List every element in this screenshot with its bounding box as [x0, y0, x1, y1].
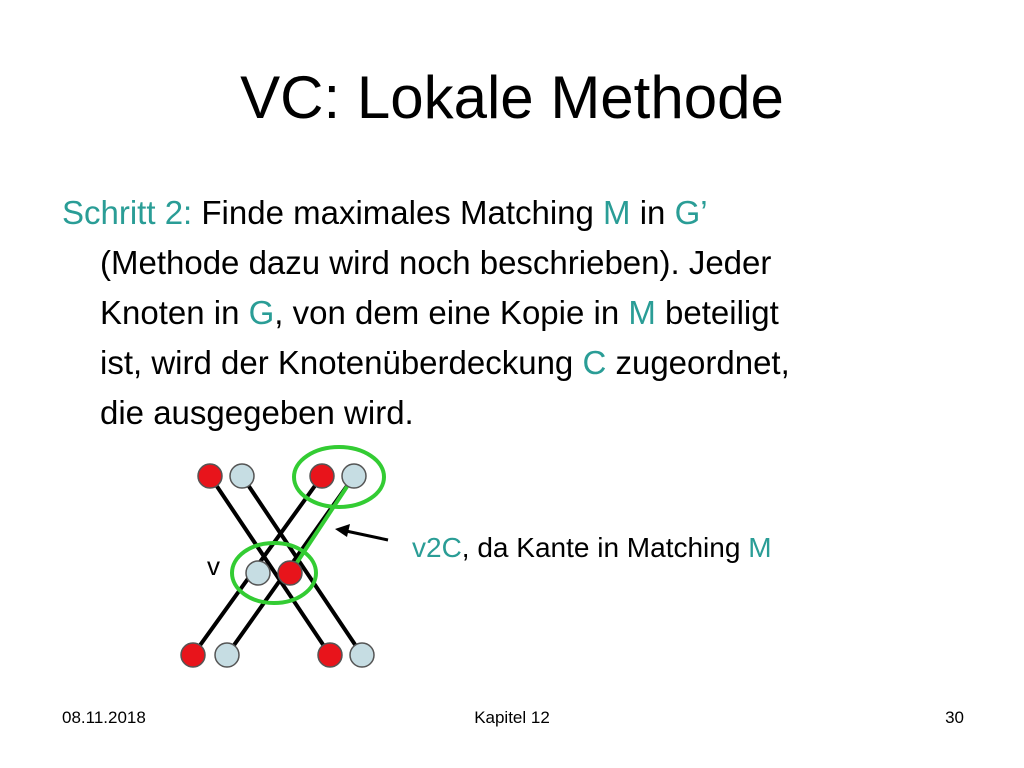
footer-page-number: 30 — [945, 708, 964, 727]
step-label: Schritt 2: — [62, 194, 193, 231]
cover-symbol: C — [582, 344, 607, 381]
vertex-copy — [215, 643, 239, 667]
slide-title: VC: Lokale Methode — [240, 64, 784, 131]
vertex-red — [181, 643, 205, 667]
footer-chapter: Kapitel 12 — [474, 708, 550, 727]
body-line-2: (Methode dazu wird noch beschrieben). Jeder — [100, 244, 772, 281]
graph-symbol: G — [248, 294, 275, 331]
matching-annotation: v2C, da Kante in Matching M — [412, 532, 772, 563]
vertex-v-label: v — [207, 551, 220, 581]
vertex-red — [198, 464, 222, 488]
vertex-red — [318, 643, 342, 667]
matching-symbol: M — [603, 194, 631, 231]
graph-prime-symbol: G’ — [674, 194, 708, 231]
vertex-v — [278, 561, 302, 585]
pointer-arrowhead — [335, 524, 350, 537]
vertex-copy — [350, 643, 374, 667]
vertex-red — [310, 464, 334, 488]
pointer-arrow-line — [346, 531, 388, 540]
vertex-copy — [342, 464, 366, 488]
body-line-1: Schritt 2: Finde maximales Matching M in G’ — [62, 194, 708, 231]
matching-symbol: M — [628, 294, 656, 331]
footer-date: 08.11.2018 — [62, 708, 146, 727]
vertex-copy — [230, 464, 254, 488]
body-line-3: Knoten in G, von dem eine Kopie in M beteiligt — [100, 294, 779, 331]
body-line-4: ist, wird der Knotenüberdeckung C zugeordnet, — [100, 344, 790, 381]
vertex-v-copy — [246, 561, 270, 585]
body-line-5: die ausgegeben wird. — [100, 394, 414, 431]
